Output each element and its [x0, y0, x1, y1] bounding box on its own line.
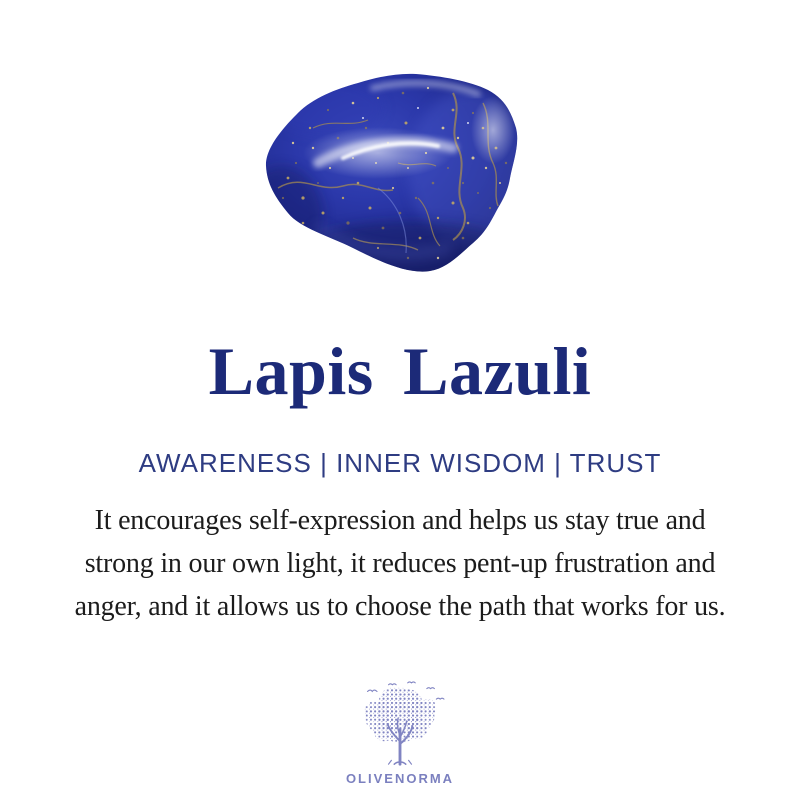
keywords-subtitle: AWARENESS | INNER WISDOM | TRUST: [138, 448, 662, 478]
description-line: strong in our own light, it reduces pent-up frustration and: [84, 548, 716, 579]
brand-logo: [0, 680, 800, 786]
description-line: It encourages self-expression and helps us stay true and: [94, 505, 706, 536]
brand-name: OLIVENORMA: [345, 771, 455, 786]
lapis-lazuli-stone-image: [258, 68, 542, 282]
stone-illustration: [258, 68, 542, 282]
page-title: Lapis Lazuli: [208, 333, 592, 409]
description-paragraph: [0, 499, 800, 628]
description-line: anger, and it allows us to choose the path that works for us.: [74, 591, 726, 622]
olive-tree-logo-icon: [352, 680, 448, 768]
